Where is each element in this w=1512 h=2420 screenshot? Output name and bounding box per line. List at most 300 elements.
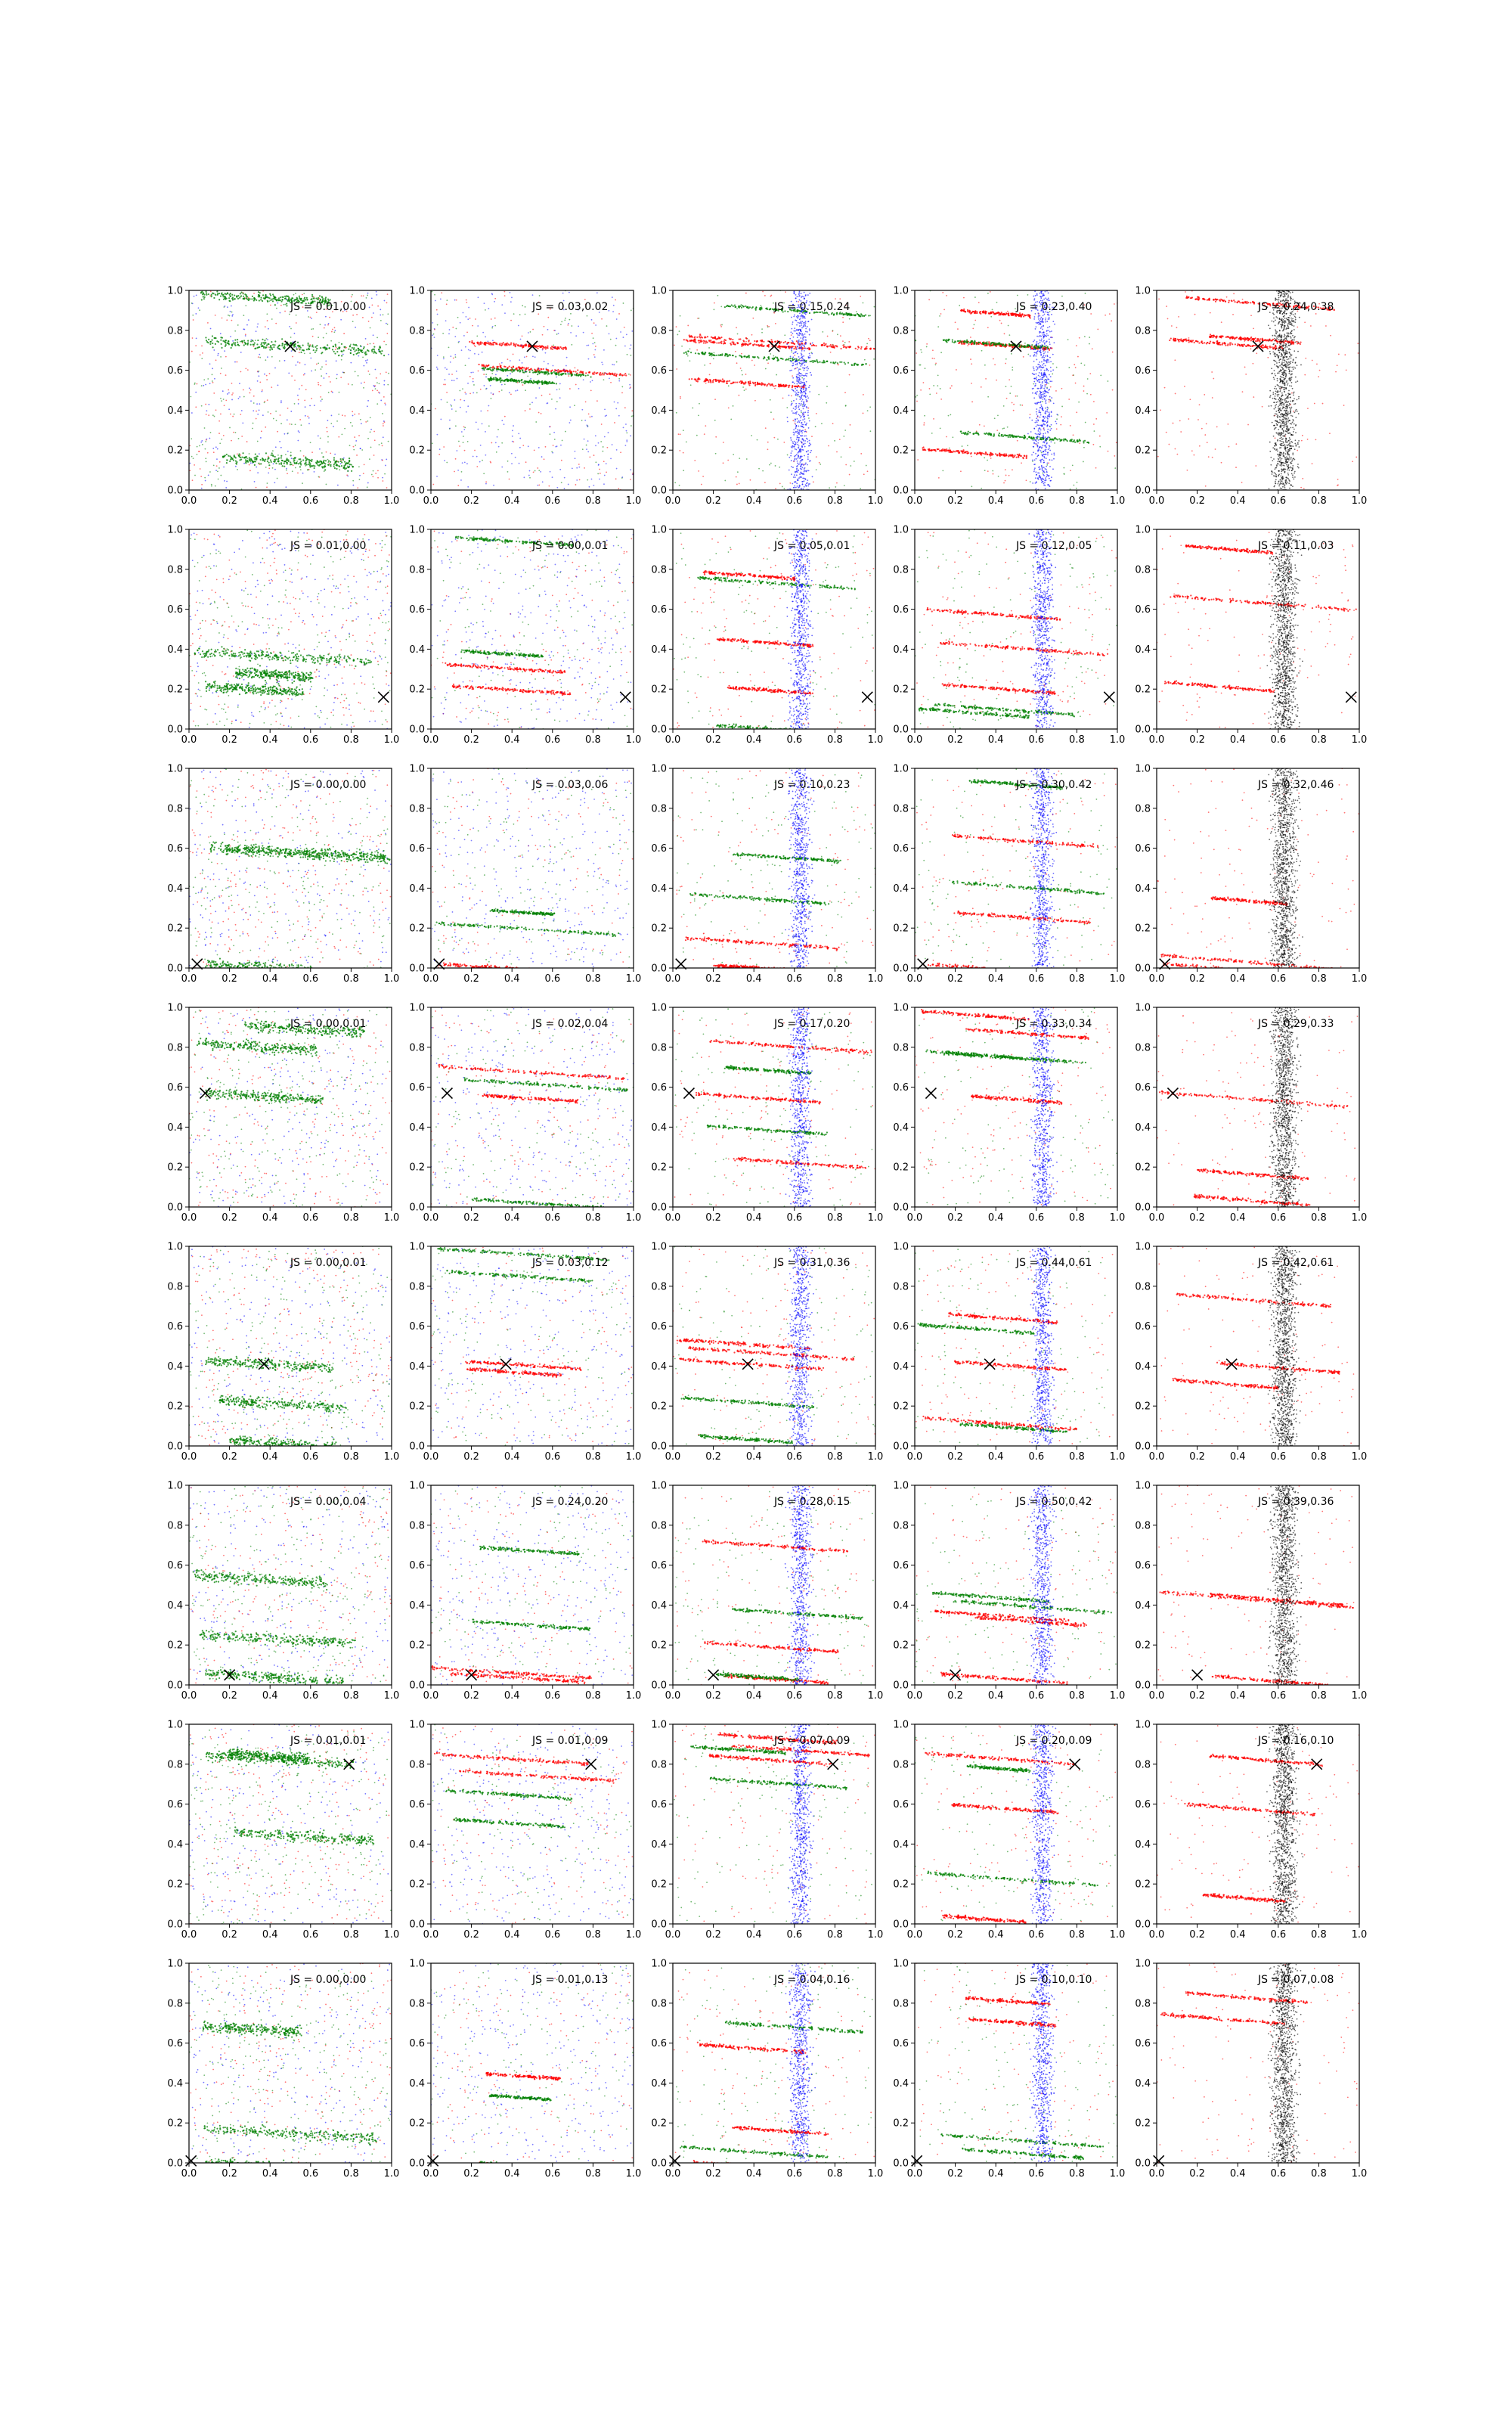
scatter-point bbox=[603, 446, 604, 448]
scatter-point bbox=[287, 433, 289, 434]
scatter-point bbox=[705, 340, 707, 342]
scatter-point bbox=[1108, 451, 1109, 452]
scatter-point bbox=[531, 402, 533, 403]
scatter-point bbox=[321, 368, 322, 370]
scatter-point bbox=[554, 369, 556, 371]
scatter-point bbox=[534, 369, 535, 371]
scatter-point bbox=[280, 462, 282, 464]
scatter-point bbox=[1032, 461, 1033, 462]
scatter-point bbox=[386, 323, 387, 324]
scatter-point bbox=[367, 486, 368, 488]
scatter-point bbox=[567, 324, 569, 326]
scatter-point bbox=[810, 374, 812, 376]
scatter-point bbox=[311, 371, 312, 372]
scatter-point bbox=[676, 326, 677, 327]
scatter-point bbox=[1095, 418, 1097, 420]
scatter-point bbox=[803, 388, 804, 389]
scatter-point bbox=[544, 383, 545, 384]
scatter-point bbox=[766, 359, 767, 361]
scatter-point bbox=[767, 384, 768, 386]
scatter-point bbox=[589, 486, 590, 488]
scatter-point bbox=[754, 383, 756, 385]
scatter-point bbox=[715, 453, 717, 455]
scatter-point bbox=[798, 377, 800, 379]
scatter-point bbox=[792, 411, 793, 412]
scatter-point bbox=[232, 299, 234, 300]
scatter-point bbox=[260, 459, 262, 461]
scatter-point bbox=[494, 298, 496, 299]
scatter-point bbox=[272, 344, 274, 346]
scatter-point bbox=[513, 441, 514, 442]
scatter-point bbox=[296, 461, 298, 462]
scatter-point bbox=[1083, 461, 1084, 463]
scatter-point bbox=[1061, 388, 1063, 389]
scatter-point bbox=[680, 398, 681, 399]
scatter-point bbox=[291, 375, 293, 377]
scatter-point bbox=[803, 355, 804, 357]
scatter-point bbox=[1013, 410, 1015, 411]
scatter-point bbox=[803, 473, 804, 475]
scatter-point bbox=[433, 334, 435, 335]
scatter-point bbox=[309, 466, 311, 467]
scatter-point bbox=[824, 345, 826, 346]
scatter-point bbox=[477, 325, 479, 327]
scatter-point bbox=[306, 349, 308, 350]
scatter-point bbox=[504, 383, 506, 385]
scatter-point bbox=[619, 373, 621, 374]
scatter-point bbox=[549, 381, 550, 383]
scatter-point bbox=[300, 352, 302, 353]
scatter-point bbox=[773, 358, 775, 359]
scatter-point bbox=[455, 356, 457, 358]
scatter-point bbox=[208, 474, 209, 476]
scatter-point bbox=[529, 408, 531, 410]
scatter-point bbox=[500, 369, 501, 371]
scatter-point bbox=[801, 425, 802, 427]
scatter-point bbox=[817, 361, 819, 363]
scatter-point bbox=[274, 340, 276, 342]
scatter-point bbox=[778, 386, 779, 387]
scatter-point bbox=[704, 433, 705, 435]
scatter-point bbox=[959, 342, 960, 343]
scatter-point bbox=[795, 358, 796, 360]
scatter-point bbox=[1083, 390, 1085, 392]
scatter-point bbox=[1093, 424, 1095, 425]
scatter-point bbox=[218, 433, 220, 434]
scatter-point bbox=[491, 398, 492, 399]
scatter-point bbox=[1056, 418, 1058, 420]
scatter-point bbox=[987, 460, 988, 461]
scatter-point bbox=[507, 375, 508, 377]
scatter-point bbox=[1017, 440, 1018, 442]
scatter-point bbox=[305, 415, 306, 417]
scatter-point bbox=[782, 486, 783, 488]
scatter-point bbox=[519, 370, 521, 371]
scatter-point bbox=[797, 363, 798, 365]
scatter-point bbox=[274, 368, 276, 369]
scatter-point bbox=[1111, 320, 1112, 321]
scatter-point bbox=[782, 384, 784, 386]
scatter-point bbox=[194, 475, 196, 476]
scatter-point bbox=[513, 425, 514, 427]
scatter-point bbox=[242, 452, 243, 454]
scatter-point bbox=[253, 346, 255, 347]
scatter-point bbox=[792, 365, 793, 367]
scatter-point bbox=[781, 385, 782, 386]
scatter-point bbox=[614, 422, 615, 424]
scatter-point bbox=[364, 352, 366, 354]
scatter-point bbox=[287, 451, 289, 452]
scatter-point bbox=[625, 374, 627, 376]
scatter-point bbox=[798, 344, 799, 346]
scatter-point bbox=[532, 355, 534, 357]
scatter-point bbox=[260, 343, 262, 345]
scatter-point bbox=[801, 357, 803, 358]
scatter-point bbox=[564, 488, 565, 489]
scatter-point bbox=[791, 401, 792, 402]
scatter-point bbox=[294, 463, 296, 464]
scatter-point bbox=[733, 382, 734, 383]
scatter-point bbox=[605, 415, 606, 417]
scatter-point bbox=[748, 340, 749, 342]
scatter-point bbox=[293, 464, 294, 466]
scatter-point bbox=[787, 455, 789, 456]
scatter-point bbox=[1011, 353, 1012, 355]
scatter-point bbox=[266, 344, 268, 346]
scatter-point bbox=[262, 300, 263, 302]
scatter-point bbox=[765, 427, 767, 429]
scatter-point bbox=[382, 460, 383, 461]
scatter-point bbox=[230, 336, 231, 337]
scatter-point bbox=[810, 444, 811, 445]
scatter-point bbox=[696, 337, 698, 338]
scatter-point bbox=[801, 391, 802, 392]
scatter-point bbox=[773, 355, 774, 357]
scatter-point bbox=[353, 449, 355, 451]
scatter-point bbox=[286, 305, 287, 306]
scatter-point bbox=[460, 399, 461, 401]
scatter-point bbox=[802, 481, 804, 482]
scatter-point bbox=[1097, 329, 1098, 330]
scatter-point bbox=[337, 348, 339, 349]
scatter-point bbox=[796, 333, 798, 334]
scatter-point bbox=[698, 470, 699, 472]
scatter-point bbox=[800, 322, 801, 324]
scatter-point bbox=[683, 452, 684, 454]
scatter-point bbox=[763, 346, 764, 347]
scatter-point bbox=[779, 385, 781, 386]
scatter-point bbox=[456, 450, 457, 451]
scatter-point bbox=[578, 388, 580, 389]
scatter-point bbox=[305, 465, 306, 467]
scatter-point bbox=[801, 364, 802, 365]
scatter-point bbox=[805, 342, 807, 343]
scatter-point bbox=[794, 441, 795, 442]
scatter-point bbox=[240, 455, 241, 456]
scatter-point bbox=[696, 435, 698, 436]
scatter-point bbox=[590, 416, 591, 417]
scatter-point bbox=[791, 439, 792, 441]
scatter-point bbox=[380, 347, 381, 349]
scatter-point bbox=[513, 366, 514, 368]
scatter-point bbox=[290, 337, 292, 338]
scatter-point bbox=[379, 444, 380, 445]
scatter-point bbox=[469, 341, 470, 343]
scatter-point bbox=[195, 313, 197, 315]
scatter-point bbox=[455, 425, 457, 427]
scatter-point bbox=[797, 317, 798, 318]
scatter-point bbox=[801, 403, 802, 405]
scatter-point bbox=[318, 476, 320, 478]
scatter-point bbox=[777, 346, 779, 348]
scatter-point bbox=[612, 444, 613, 445]
scatter-point bbox=[554, 347, 556, 349]
scatter-point bbox=[341, 465, 342, 467]
scatter-point bbox=[828, 314, 829, 315]
scatter-point bbox=[485, 366, 486, 368]
scatter-point bbox=[1007, 311, 1009, 312]
scatter-point bbox=[847, 314, 849, 315]
scatter-point bbox=[358, 352, 360, 353]
scatter-point bbox=[471, 340, 472, 342]
scatter-point bbox=[795, 385, 796, 386]
scatter-point bbox=[689, 378, 690, 380]
scatter-point bbox=[562, 293, 564, 294]
scatter-point bbox=[311, 328, 312, 330]
scatter-point bbox=[314, 471, 315, 473]
scatter-point bbox=[534, 381, 536, 383]
scatter-point bbox=[796, 340, 798, 342]
scatter-point bbox=[685, 351, 686, 352]
scatter-point bbox=[802, 419, 804, 420]
scatter-point bbox=[779, 483, 781, 485]
scatter-point bbox=[952, 339, 953, 340]
scatter-point bbox=[341, 433, 342, 435]
scatter-point bbox=[819, 361, 820, 363]
scatter-point bbox=[484, 385, 485, 386]
scatter-point bbox=[574, 374, 575, 376]
scatter-point bbox=[349, 346, 351, 347]
scatter-point bbox=[264, 402, 265, 403]
scatter-point bbox=[338, 414, 339, 415]
scatter-point bbox=[751, 334, 753, 336]
scatter-point bbox=[587, 426, 588, 427]
scatter-point bbox=[803, 326, 804, 327]
scatter-point bbox=[839, 439, 841, 440]
scatter-point bbox=[741, 356, 742, 358]
scatter-point bbox=[380, 320, 382, 321]
scatter-point bbox=[807, 458, 809, 460]
scatter-point bbox=[542, 349, 544, 351]
scatter-point bbox=[485, 481, 487, 482]
scatter-point bbox=[805, 484, 807, 486]
scatter-point bbox=[803, 380, 804, 381]
scatter-point bbox=[917, 459, 919, 461]
scatter-point bbox=[801, 346, 802, 347]
scatter-point bbox=[703, 342, 705, 343]
scatter-point bbox=[212, 382, 214, 383]
scatter-point bbox=[761, 332, 763, 334]
scatter-point bbox=[1003, 427, 1005, 429]
scatter-point bbox=[359, 349, 361, 351]
scatter-point bbox=[373, 349, 375, 350]
scatter-point bbox=[336, 347, 337, 349]
scatter-point bbox=[344, 428, 345, 430]
scatter-point bbox=[282, 296, 284, 298]
scatter-point bbox=[992, 309, 993, 310]
scatter-point bbox=[296, 322, 297, 324]
scatter-point bbox=[313, 298, 314, 299]
scatter-point bbox=[620, 331, 621, 333]
y-tick-label: 0.8 bbox=[409, 325, 425, 337]
y-tick-label: 1.0 bbox=[167, 286, 183, 297]
scatter-point bbox=[797, 433, 798, 434]
scatter-point bbox=[735, 306, 736, 308]
scatter-point bbox=[562, 373, 564, 374]
scatter-point bbox=[257, 472, 259, 473]
scatter-point bbox=[796, 399, 798, 400]
scatter-point bbox=[284, 346, 286, 348]
scatter-point bbox=[860, 296, 861, 297]
scatter-point bbox=[341, 343, 342, 345]
scatter-point bbox=[483, 374, 485, 375]
scatter-point bbox=[805, 337, 807, 338]
scatter-point bbox=[842, 345, 844, 346]
scatter-point bbox=[300, 469, 302, 470]
scatter-point bbox=[352, 466, 354, 467]
x-tick-label: 0.6 bbox=[302, 495, 318, 507]
scatter-point bbox=[331, 415, 333, 417]
scatter-point bbox=[698, 352, 699, 354]
scatter-point bbox=[191, 438, 192, 439]
scatter-point bbox=[252, 460, 253, 461]
scatter-point bbox=[205, 337, 206, 338]
scatter-point bbox=[1055, 390, 1057, 392]
scatter-point bbox=[488, 343, 489, 344]
scatter-point bbox=[738, 338, 739, 340]
scatter-point bbox=[568, 484, 569, 486]
scatter-point bbox=[1004, 333, 1005, 334]
scatter-point bbox=[264, 401, 265, 402]
scatter-point bbox=[595, 461, 596, 463]
scatter-point bbox=[810, 344, 811, 346]
scatter-point bbox=[950, 387, 951, 389]
scatter-point bbox=[621, 386, 623, 388]
scatter-point bbox=[792, 445, 794, 447]
scatter-point bbox=[533, 472, 534, 473]
scatter-point bbox=[344, 461, 345, 463]
scatter-point bbox=[471, 342, 472, 343]
scatter-point bbox=[472, 371, 474, 373]
scatter-point bbox=[823, 361, 825, 362]
scatter-point bbox=[807, 456, 809, 458]
scatter-point bbox=[704, 336, 705, 337]
scatter-point bbox=[778, 383, 779, 385]
scatter-point bbox=[435, 300, 436, 302]
scatter-point bbox=[788, 386, 789, 388]
scatter-point bbox=[573, 371, 575, 372]
scatter-point bbox=[800, 417, 801, 418]
scatter-point bbox=[472, 381, 474, 383]
scatter-point bbox=[942, 292, 943, 293]
scatter-point bbox=[614, 402, 615, 403]
scatter-point bbox=[795, 418, 796, 420]
scatter-point bbox=[785, 386, 786, 387]
scatter-point bbox=[963, 297, 965, 299]
scatter-point bbox=[794, 315, 795, 316]
scatter-point bbox=[801, 395, 802, 396]
scatter-point bbox=[797, 463, 798, 464]
scatter-point bbox=[795, 413, 797, 414]
scatter-point bbox=[628, 374, 630, 375]
scatter-point bbox=[798, 322, 799, 324]
scatter-point bbox=[802, 334, 804, 336]
scatter-point bbox=[231, 315, 233, 317]
scatter-point bbox=[227, 342, 228, 343]
scatter-point bbox=[334, 352, 336, 354]
scatter-point bbox=[334, 467, 336, 469]
scatter-point bbox=[296, 315, 297, 316]
scatter-point bbox=[952, 436, 953, 438]
scatter-point bbox=[1027, 354, 1029, 355]
scatter-point bbox=[220, 356, 222, 358]
scatter-point bbox=[249, 457, 250, 458]
scatter-point bbox=[385, 465, 386, 467]
scatter-point bbox=[278, 345, 280, 346]
scatter-point bbox=[803, 408, 804, 410]
scatter-point bbox=[570, 332, 572, 334]
scatter-point bbox=[602, 373, 603, 374]
scatter-point bbox=[715, 436, 717, 438]
scatter-point bbox=[308, 417, 310, 419]
scatter-point bbox=[222, 340, 224, 342]
scatter-point bbox=[767, 448, 769, 450]
scatter-point bbox=[803, 440, 804, 442]
scatter-point bbox=[542, 382, 544, 383]
scatter-point bbox=[942, 470, 943, 471]
scatter-point bbox=[443, 356, 445, 358]
scatter-point bbox=[726, 380, 727, 382]
scatter-point bbox=[437, 368, 438, 370]
scatter-point bbox=[225, 342, 227, 343]
scatter-point bbox=[478, 364, 479, 365]
scatter-point bbox=[206, 439, 207, 440]
scatter-point bbox=[792, 385, 793, 386]
scatter-point bbox=[971, 456, 972, 458]
scatter-point bbox=[267, 300, 268, 302]
scatter-point bbox=[734, 305, 736, 306]
scatter-point bbox=[230, 414, 231, 415]
scatter-point bbox=[207, 342, 209, 343]
scatter-point bbox=[799, 431, 801, 433]
scatter-point bbox=[556, 487, 558, 489]
scatter-point bbox=[797, 296, 798, 297]
scatter-point bbox=[321, 296, 323, 297]
scatter-point bbox=[768, 326, 770, 327]
scatter-point bbox=[770, 383, 771, 385]
scatter-point bbox=[990, 291, 991, 293]
scatter-point bbox=[736, 381, 738, 383]
scatter-point bbox=[510, 394, 512, 396]
scatter-point bbox=[324, 377, 325, 379]
scatter-point bbox=[618, 378, 620, 380]
scatter-point bbox=[679, 330, 680, 332]
scatter-point bbox=[189, 463, 191, 464]
scatter-point bbox=[455, 411, 457, 412]
scatter-point bbox=[549, 393, 550, 395]
scatter-point bbox=[801, 293, 802, 294]
scatter-point bbox=[807, 439, 808, 440]
